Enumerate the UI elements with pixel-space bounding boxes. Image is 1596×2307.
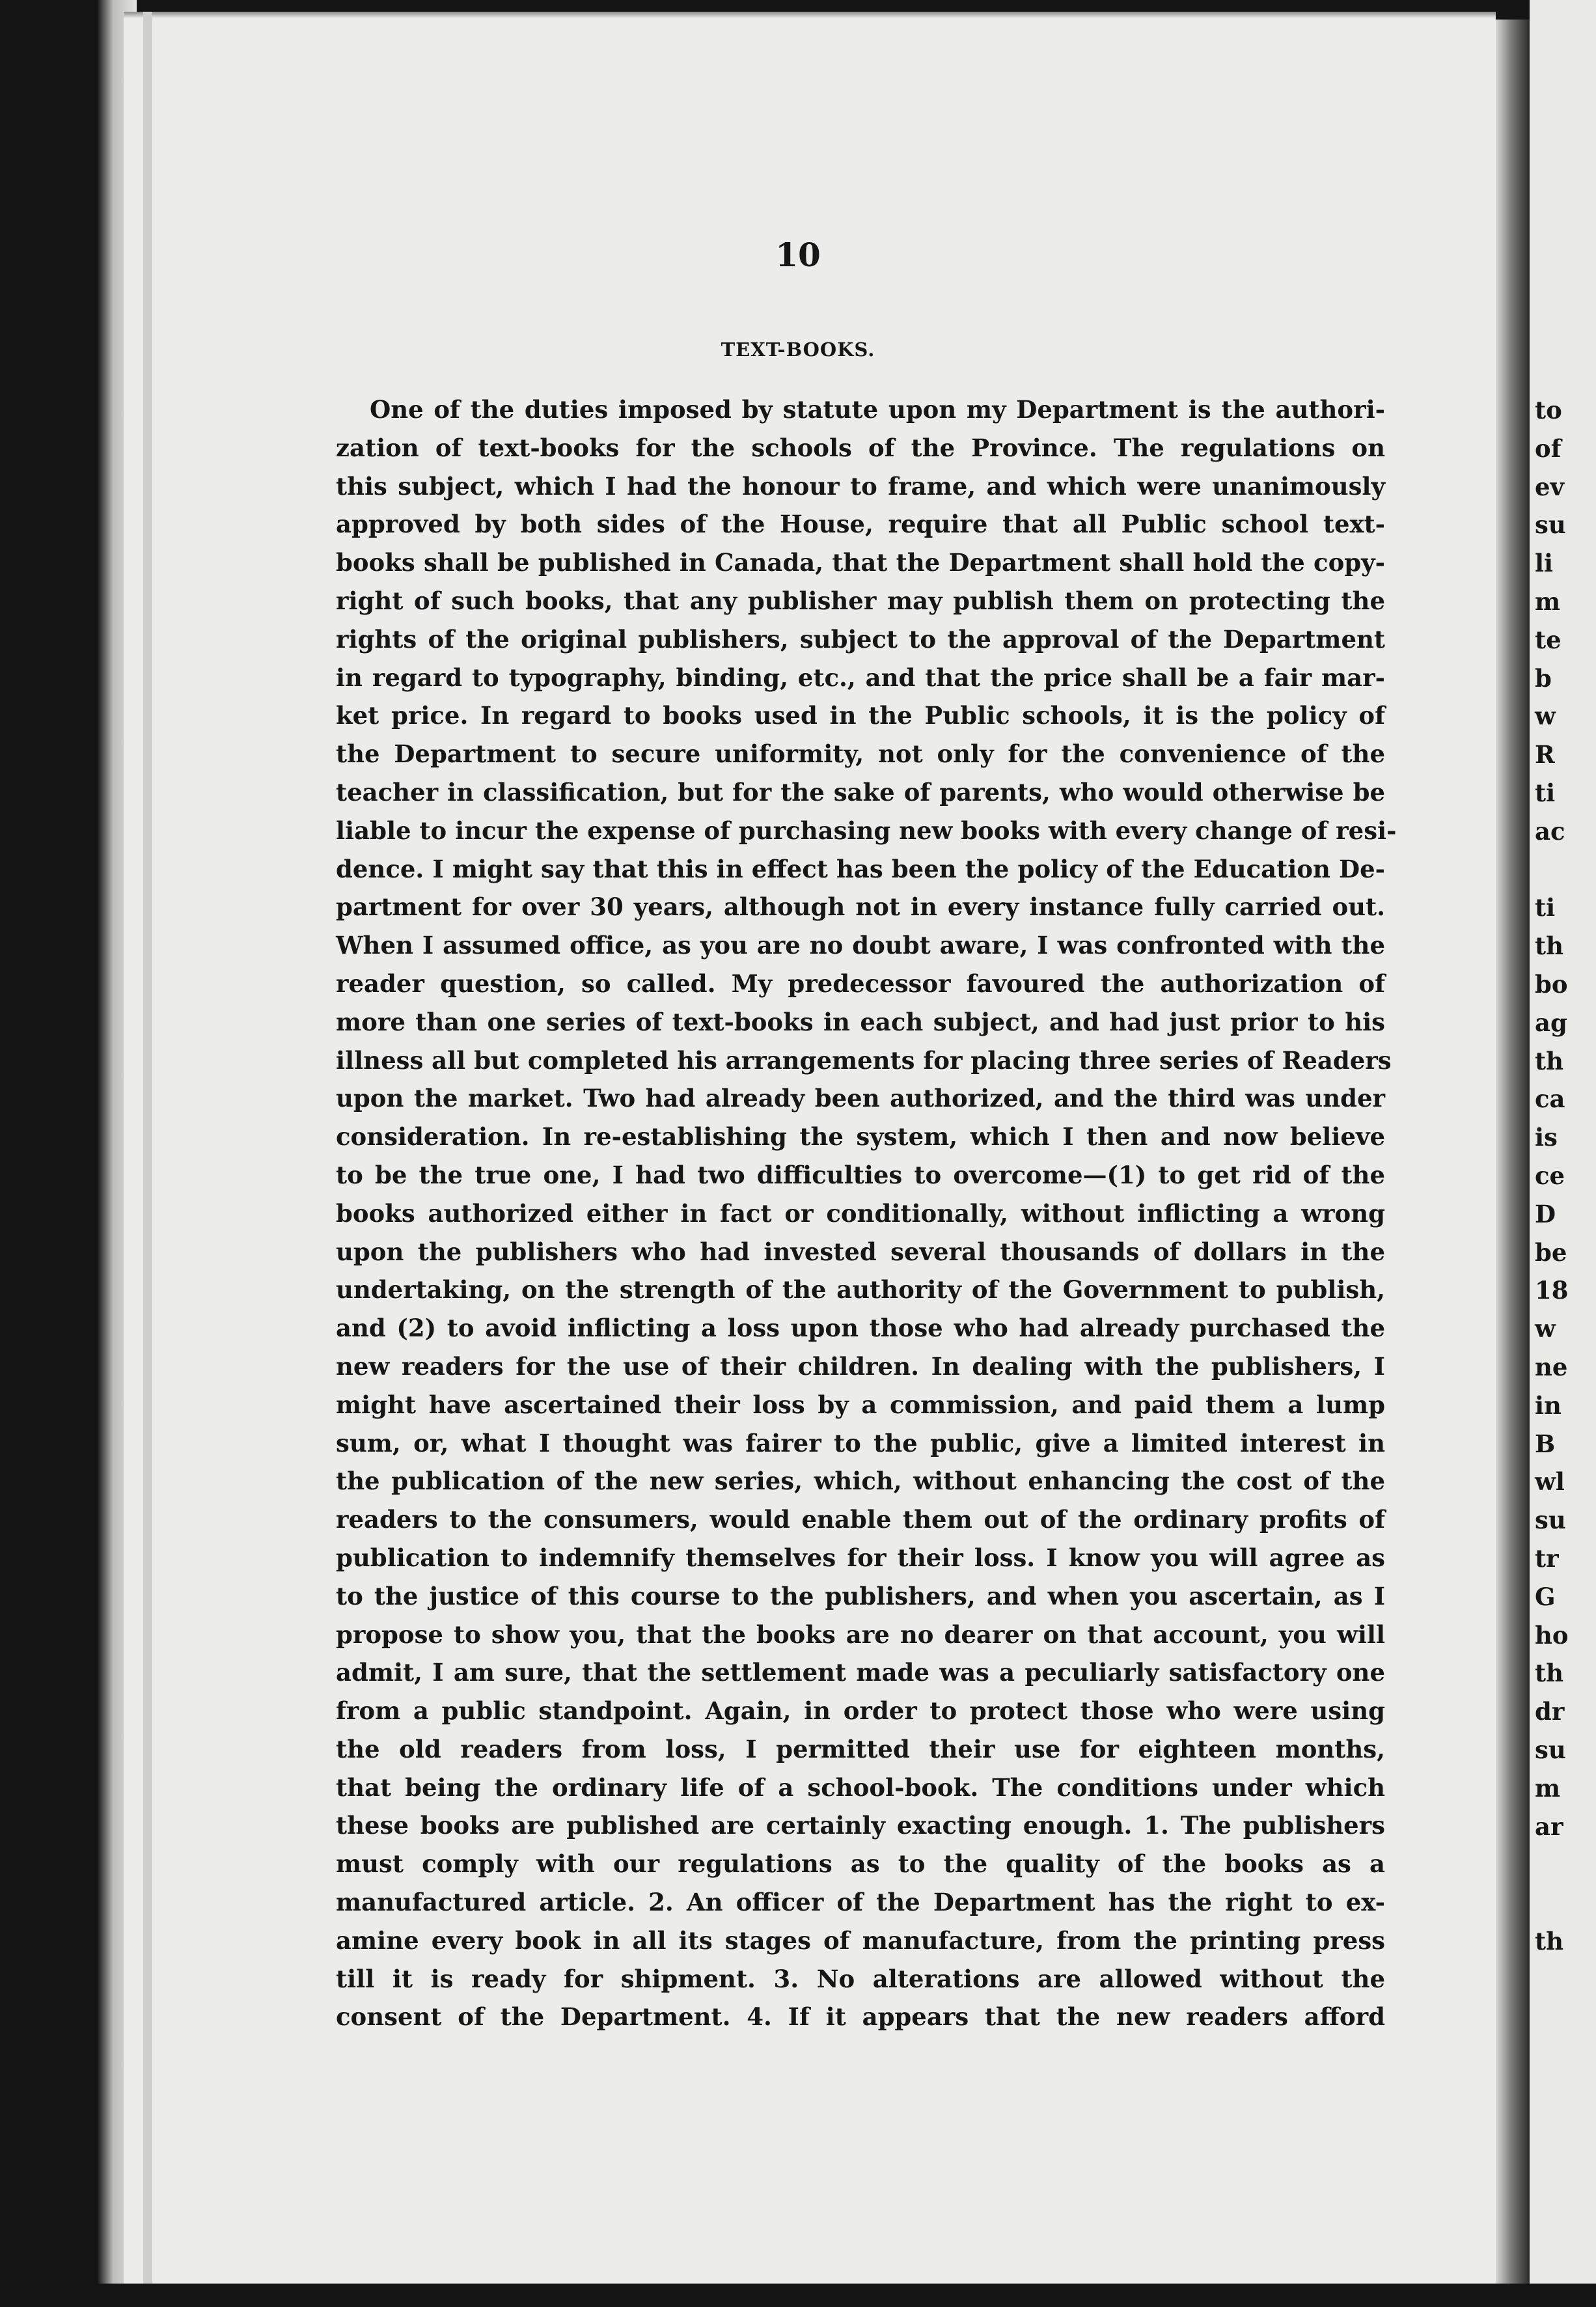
top-edge — [124, 12, 1496, 18]
text-line: must comply with our regulations as to the quality of the books as a — [336, 1849, 1385, 1879]
text-line: readers to the consumers, would enable them out of the ordinary profits of — [336, 1505, 1385, 1534]
text-line: these books are published are certainly exacting enough. 1. The publishers — [336, 1811, 1385, 1840]
adjacent-page-fragment: be — [1535, 1237, 1567, 1267]
text-line: When I assumed office, as you are no doubt aware, I was confronted with the — [336, 931, 1385, 960]
text-line: from a public standpoint. Again, in order to protect those who were using — [336, 1696, 1385, 1726]
adjacent-page-fragment: m — [1535, 587, 1561, 616]
text-line: consideration. In re-establishing the system, which I then and now believe — [336, 1122, 1385, 1152]
text-line: approved by both sides of the House, require that all Public school text- — [336, 510, 1385, 539]
adjacent-page-fragment: ti — [1535, 779, 1556, 807]
text-line: till it is ready for shipment. 3. No alterations are allowed without the — [336, 1964, 1385, 1993]
adjacent-page-fragment: li — [1535, 549, 1554, 578]
adjacent-page-fragment: ev — [1535, 472, 1565, 501]
text-line: partment for over 30 years, although not in every instance fully carried out. — [336, 892, 1385, 922]
adjacent-page-fragment: in — [1535, 1390, 1562, 1420]
adjacent-page-fragment: te — [1535, 625, 1562, 654]
text-line: publication to indemnify themselves for their loss. I know you will agree as — [336, 1543, 1385, 1572]
adjacent-page-fragment: th — [1535, 1927, 1563, 1955]
text-line: consent of the Department. 4. If it appears that the new readers afford — [336, 2002, 1385, 2032]
text-line: sum, or, what I thought was fairer to the public, give a limited interest in — [336, 1428, 1385, 1457]
adjacent-page-fragment: tr — [1535, 1544, 1559, 1573]
adjacent-page-fragment: 18 — [1535, 1276, 1569, 1305]
text-line: teacher in classification, but for the sake of parents, who would otherwise be — [336, 777, 1385, 807]
adjacent-page-fragment: bo — [1535, 970, 1568, 999]
text-line: that being the ordinary life of a school-book. The conditions under which — [336, 1773, 1385, 1802]
bottom-scan-border — [0, 2284, 1596, 2307]
text-line: the old readers from loss, I permitted their use for eighteen months, — [336, 1734, 1385, 1763]
text-line: to the justice of this course to the publishers, and when you ascertain, as I — [336, 1581, 1385, 1610]
text-line: this subject, which I had the honour to frame, and which were unanimously — [336, 471, 1385, 501]
text-line: and (2) to avoid inflicting a loss upon those who had already purchased the — [336, 1314, 1385, 1343]
text-line: upon the publishers who had invested several thousands of dollars in the — [336, 1237, 1385, 1266]
adjacent-page-fragment: th — [1535, 1046, 1563, 1075]
text-line: books shall be published in Canada, that the Department shall hold the copy- — [336, 548, 1385, 577]
body-paragraph — [336, 391, 1397, 2036]
text-line: might have ascertained their loss by a commission, and paid them a lump — [336, 1390, 1385, 1419]
adjacent-page-fragment: su — [1535, 1506, 1566, 1535]
adjacent-page-fragment: b — [1535, 663, 1552, 693]
text-line: admit, I am sure, that the settlement made was a peculiarly satisfactory one — [336, 1658, 1385, 1687]
text-line: books authorized either in fact or conditionally, without inflicting a wrong — [336, 1198, 1385, 1228]
text-line: dence. I might say that this in effect has been the policy of the Education De- — [336, 854, 1385, 883]
section-heading: TEXT-BOOKS. — [721, 338, 875, 361]
adjacent-page-fragment: of — [1535, 434, 1562, 463]
adjacent-page-fragment: th — [1535, 1659, 1563, 1688]
adjacent-page-fragment: G — [1535, 1582, 1556, 1611]
text-line: in regard to typography, binding, etc., and that the price shall be a fair mar- — [336, 663, 1385, 692]
adjacent-page-fragment: wl — [1535, 1467, 1565, 1497]
adjacent-page-fragment: ca — [1535, 1084, 1565, 1114]
adjacent-page-fragment: m — [1535, 1773, 1561, 1803]
text-line: zation of text-books for the schools of the Province. The regulations on — [336, 433, 1385, 462]
text-line: propose to show you, that the books are no dearer on that account, you will — [336, 1620, 1385, 1649]
text-line: undertaking, on the strength of the authority of the Government to publish, — [336, 1275, 1385, 1305]
adjacent-page-fragment: ne — [1535, 1353, 1568, 1381]
adjacent-page-fragment: ce — [1535, 1161, 1565, 1190]
adjacent-page-fragment: th — [1535, 932, 1563, 961]
text-line: One of the duties imposed by statute upon my Department is the authori- — [370, 395, 1385, 424]
text-line: liable to incur the expense of purchasing new books with every change of resi- — [336, 816, 1397, 845]
adjacent-page-fragment: ti — [1535, 893, 1556, 922]
text-line: reader question, so called. My predecessor favoured the authorization of — [336, 969, 1385, 998]
adjacent-page-fragment: su — [1535, 510, 1566, 540]
adjacent-page-fragment: ag — [1535, 1008, 1567, 1037]
text-line: the publication of the new series, which, without enhancing the cost of the — [336, 1467, 1385, 1496]
adjacent-page-fragment: to — [1535, 396, 1562, 424]
text-line: the Department to secure uniformity, not only for the convenience of the — [336, 739, 1385, 769]
text-line: ket price. In regard to books used in the Public schools, it is the policy of — [336, 701, 1385, 730]
adjacent-page-fragment: D — [1535, 1199, 1556, 1228]
text-line: amine every book in all its stages of manufacture, from the printing press — [336, 1926, 1385, 1955]
text-line: manufactured article. 2. An officer of the Department has the right to ex- — [336, 1888, 1385, 1917]
page-number: 10 — [775, 236, 821, 274]
adjacent-page-fragment: B — [1535, 1429, 1556, 1458]
adjacent-page-fragment: w — [1535, 1314, 1556, 1344]
text-line: upon the market. Two had already been authorized, and the third was under — [336, 1084, 1385, 1113]
adjacent-page-fragment: dr — [1535, 1697, 1565, 1726]
text-line: right of such books, that any publisher may publish them on protecting the — [336, 586, 1385, 615]
adjacent-page-fragment: ac — [1535, 816, 1565, 846]
text-line: to be the true one, I had two difficulties to overcome—(1) to get rid of the — [336, 1160, 1385, 1189]
text-line: more than one series of text-books in each subject, and had just prior to his — [336, 1007, 1385, 1036]
adjacent-page-fragment: R — [1535, 740, 1555, 769]
adjacent-page-fragment: is — [1535, 1123, 1558, 1152]
book-gutter — [1496, 20, 1530, 2307]
text-line: illness all but completed his arrangements for placing three series of Readers — [336, 1045, 1392, 1075]
adjacent-page-fragment: ho — [1535, 1620, 1569, 1650]
adjacent-page-fragment: ar — [1535, 1812, 1563, 1841]
text-line: new readers for the use of their children. In dealing with the publishers, I — [336, 1351, 1385, 1381]
text-line: rights of the original publishers, subject to the approval of the Department — [336, 624, 1385, 654]
adjacent-page-fragment: w — [1535, 702, 1556, 731]
adjacent-page-fragment: su — [1535, 1735, 1566, 1764]
